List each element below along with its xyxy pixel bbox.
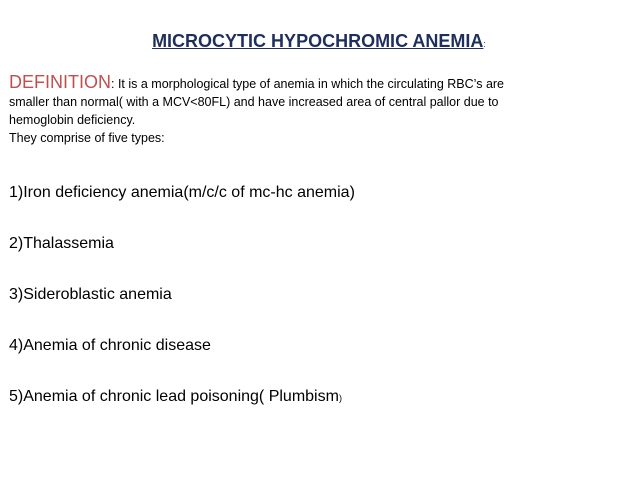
anemia-types-list <box>9 182 629 437</box>
definition-line-1 <box>9 73 629 93</box>
definition-text-1: : It is a morphological type of anemia in which the circulating RBC’s are <box>111 77 505 91</box>
list-item: 4)Anemia of chronic disease <box>9 337 211 354</box>
definition-paragraph <box>9 73 629 147</box>
definition-line-3: hemoglobin deficiency. <box>9 113 136 127</box>
definition-line-4: They comprise of five types: <box>9 131 165 145</box>
slide-title-text: MICROCYTIC HYPOCHROMIC ANEMIA <box>152 31 484 51</box>
list-item-text: 5)Anemia of chronic lead poisoning( Plumbism <box>9 388 339 405</box>
list-item-closing-paren: ) <box>338 393 342 403</box>
definition-line-2: smaller than normal( with a MCV<80FL) and have increased area of central pallor due to <box>9 95 499 109</box>
slide-title-colon: : <box>483 39 486 49</box>
list-item: 1)Iron deficiency anemia(m/c/c of mc-hc anemia) <box>9 184 355 201</box>
slide-title <box>0 31 638 52</box>
list-item: 3)Sideroblastic anemia <box>9 286 172 303</box>
list-item: 2)Thalassemia <box>9 235 114 252</box>
list-item <box>9 386 629 437</box>
definition-lead: DEFINITION <box>9 72 111 92</box>
